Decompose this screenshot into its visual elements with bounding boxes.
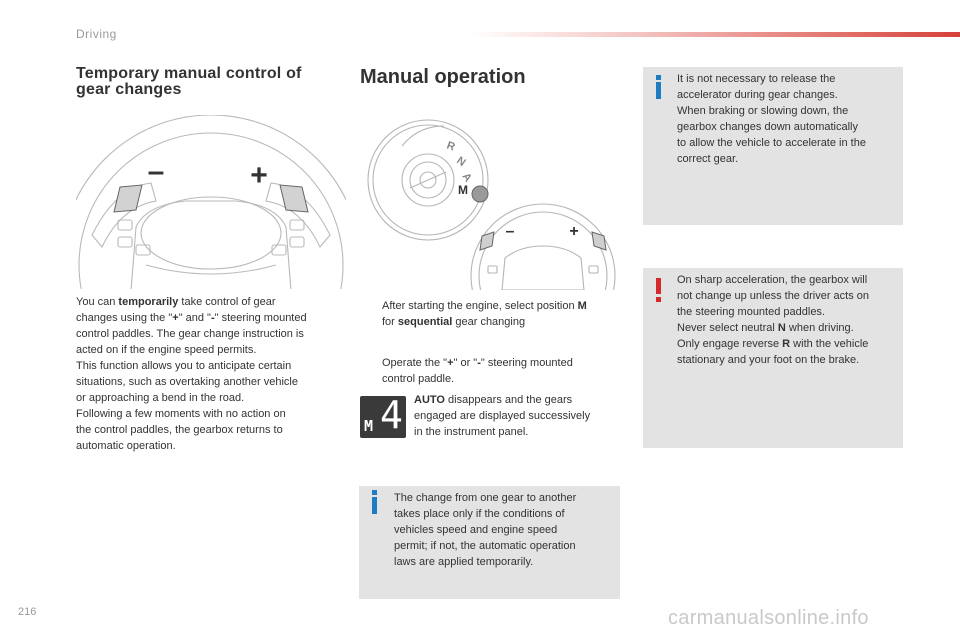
gear-selector-illustration	[360, 118, 630, 290]
selector-letter-r: R	[444, 139, 457, 154]
gear-display-mode: M	[364, 417, 374, 435]
accelerator-info-text: It is not necessary to release the accelerator during gear changes. When braking or slowing down, the gearbox changes down automatically to allow the vehicle to accelerate in the correct gear.	[677, 73, 866, 165]
selector-letter-a: A	[459, 170, 474, 185]
info-icon	[654, 75, 664, 99]
gear-change-info-box	[359, 486, 620, 599]
gear-display-digit: 4	[380, 393, 403, 437]
acceleration-warning-text: On sharp acceleration, the gearbox will not change up unless the driver acts on the steering mounted paddles. Never select neutral N when driving. Only engage reverse R with the vehicle stationary and your foot on the brake.	[677, 274, 870, 366]
info-icon	[370, 490, 380, 514]
header-accent-bar	[470, 32, 960, 37]
auto-description: AUTO disappears and the gears engaged are displayed successively in the instrument panel.	[414, 394, 591, 438]
manual-operation-title: Manual operation	[360, 66, 526, 88]
steering-wheel-illustration	[76, 115, 346, 291]
gear-change-info-text: The change from one gear to another takes place only if the conditions of vehicles speed and engine speed permit; if not, the automatic operation laws are applied temporarily.	[394, 492, 577, 568]
page-number: 216	[18, 606, 37, 618]
wheel-minus-label: –	[147, 155, 165, 188]
bullet-select-m: After starting the engine, select position M for sequential gear changing	[382, 300, 587, 328]
left-title-line2: gear changes	[76, 81, 182, 98]
small-wheel-plus-label: +	[569, 223, 579, 240]
warning-icon	[654, 278, 664, 302]
wheel-plus-label: +	[250, 159, 268, 192]
section-label: Driving	[76, 27, 117, 41]
gear-display-icon	[360, 393, 406, 438]
acceleration-warning-box	[643, 268, 903, 448]
selector-knob-icon	[472, 186, 488, 202]
left-section-title	[76, 66, 346, 98]
watermark: carmanualsonline.info	[668, 607, 869, 629]
bullet-operate-paddle: Operate the "+" or "-" steering mounted control paddle.	[382, 357, 573, 385]
left-body-text: You can temporarily take control of gear changes using the "+" and "-" steering mounted control paddles. The gear change instruction is acted on if the engine speed permits. This function allows you to anticipate certain situations, such as overtaking another vehicle or approaching a bend in the road. Following a few moments with no action on the control paddles, the gearbox returns to automatic operation.	[76, 296, 307, 452]
selector-letter-m: M	[458, 183, 468, 197]
left-title-line1: Temporary manual control of	[76, 65, 302, 82]
selector-letter-n: N	[454, 154, 468, 170]
accelerator-info-box	[643, 67, 903, 225]
small-wheel-minus-label: –	[505, 223, 515, 240]
